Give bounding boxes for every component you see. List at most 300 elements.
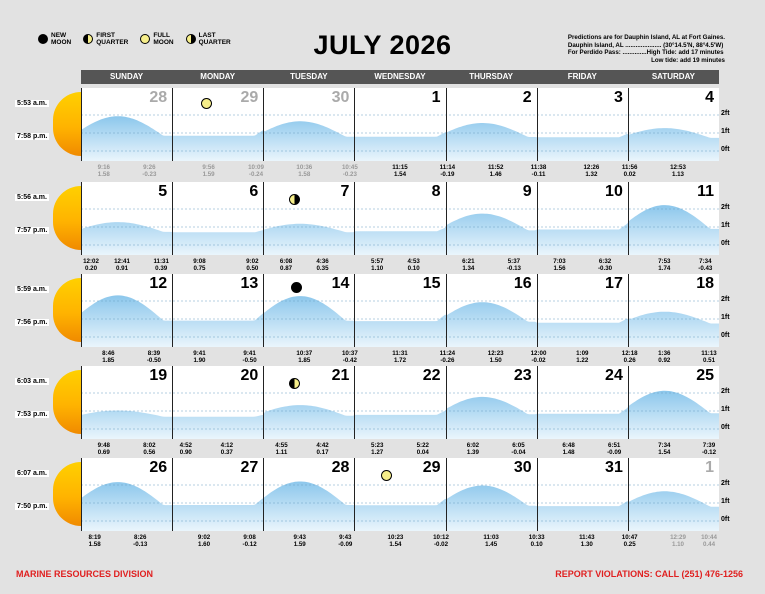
date-number: 15 (422, 275, 441, 292)
tide-reading (380, 350, 420, 364)
tide-reading (610, 534, 650, 548)
sunset-label: 7:53 p.m. (17, 411, 48, 418)
sunset-label: 7:50 p.m. (17, 503, 48, 510)
tide-reading (262, 442, 302, 456)
date-number: 22 (422, 367, 441, 384)
tide-height: 0.37 (220, 449, 233, 456)
day-cell (537, 182, 628, 255)
prediction-line-3: For Perdido Pass: ..............High Tide: add 17 minutes (567, 49, 724, 57)
day-cell (446, 274, 537, 347)
day-cell (81, 274, 172, 347)
day-name-tuesday: TUESDAY (290, 72, 328, 81)
tide-time: 1:36 (658, 350, 671, 357)
day-cell (446, 458, 537, 531)
tide-height: 1.90 (193, 357, 206, 364)
tide-height: 1.22 (576, 357, 589, 364)
day-cell (172, 366, 263, 439)
tide-time: 7:34 (699, 258, 712, 265)
tide-height: 1.39 (466, 449, 479, 456)
prediction-note (568, 34, 725, 64)
tide-time: 12:41 (114, 258, 130, 265)
tide-reading (549, 442, 589, 456)
tide-height: -0.50 (242, 357, 257, 364)
day-cell (628, 274, 719, 347)
date-number: 27 (240, 459, 259, 476)
week-row (81, 88, 719, 161)
tide-reading (207, 442, 247, 456)
day-name-thursday: THURSDAY (469, 72, 513, 81)
ft-label: 2ft (721, 296, 730, 303)
legend-label-line: LAST (198, 32, 216, 39)
tide-time: 9:56 (202, 164, 215, 171)
tide-time: 10:45 (341, 164, 358, 171)
tide-height: -0.43 (698, 265, 713, 272)
tide-height: 1.45 (485, 541, 498, 548)
tide-reading (517, 534, 557, 548)
ft-label: 1ft (721, 222, 730, 229)
day-cell (354, 458, 445, 531)
tide-height: 0.10 (530, 541, 543, 548)
tide-height: 1.59 (293, 541, 306, 548)
date-number: 29 (422, 459, 441, 476)
tide-reading (658, 164, 698, 178)
tide-reading (540, 258, 580, 272)
tide-time: 5:37 (507, 258, 521, 265)
tide-time: 9:43 (293, 534, 306, 541)
tide-time: 7:03 (553, 258, 566, 265)
tide-height: 0.50 (246, 265, 259, 272)
sunset-time (15, 133, 81, 140)
tide-time: 11:52 (487, 164, 504, 171)
date-number: 9 (522, 183, 532, 200)
tide-height: 1.46 (489, 171, 502, 178)
tide-reading (179, 350, 219, 364)
tide-height: 1.85 (298, 357, 311, 364)
day-name-sunday: SUNDAY (110, 72, 144, 81)
date-number: 29 (240, 89, 259, 106)
tide-time: 6:51 (607, 442, 621, 449)
day-cell (263, 366, 354, 439)
tide-time: 7:39 (702, 442, 716, 449)
day-cell (537, 88, 628, 161)
date-number: 3 (613, 89, 623, 106)
tide-height: 1.58 (298, 171, 311, 178)
tide-reading (129, 164, 169, 178)
tide-time: 11:15 (392, 164, 408, 171)
day-cell (628, 366, 719, 439)
tide-reading (141, 258, 181, 272)
day-name-wednesday: WEDNESDAY (374, 72, 426, 81)
tide-height: 0.91 (115, 265, 129, 272)
tide-time: 11:24 (439, 350, 456, 357)
tide-height: 1.50 (489, 357, 502, 364)
week-row (81, 458, 719, 531)
sunrise-label: 5:53 a.m. (17, 100, 47, 107)
day-cell (81, 366, 172, 439)
tide-height: -0.19 (440, 171, 455, 178)
date-number: 28 (149, 89, 168, 106)
ft-label: 2ft (721, 388, 730, 395)
tide-height: 0.90 (179, 449, 192, 456)
tide-reading (476, 164, 516, 178)
day-cell (628, 182, 719, 255)
tide-height: 0.87 (280, 265, 293, 272)
tide-time: 4:12 (220, 442, 234, 449)
date-number: 13 (240, 275, 259, 292)
day-cell (537, 274, 628, 347)
ft-label: 1ft (721, 498, 730, 505)
tide-reading (519, 350, 559, 364)
tide-reading (88, 350, 128, 364)
tide-time: 10:23 (387, 534, 404, 541)
tide-reading (84, 442, 124, 456)
ft-label: 2ft (721, 204, 730, 211)
tide-reading (380, 164, 420, 178)
footer-division: MARINE RESOURCES DIVISION (16, 569, 154, 579)
tide-time: 4:36 (316, 258, 329, 265)
ft-label: 0ft (721, 146, 730, 153)
date-number: 8 (431, 183, 441, 200)
tide-time: 9:08 (243, 534, 256, 541)
tide-reading (567, 534, 607, 548)
day-cell (263, 458, 354, 531)
tide-time: 6:32 (598, 258, 612, 265)
page-title: JULY 2026 (313, 30, 452, 60)
day-cell (354, 366, 445, 439)
tide-height: -0.50 (146, 357, 161, 364)
tide-reading (284, 164, 324, 178)
legend-label-line: MOON (153, 39, 174, 46)
sunset-time (15, 319, 81, 326)
day-cell (81, 458, 172, 531)
tide-time: 8:26 (134, 534, 147, 541)
sunset-label: 7:56 p.m. (17, 319, 48, 326)
full-moon-icon (381, 470, 392, 481)
week-row (81, 366, 719, 439)
tide-height: 0.44 (702, 541, 716, 548)
sunrise-time (15, 286, 81, 293)
tide-height: -0.42 (342, 357, 357, 364)
ft-label: 2ft (721, 110, 730, 117)
tide-readings (81, 534, 719, 554)
date-number: 1 (431, 89, 441, 106)
tide-time: 8:02 (143, 442, 156, 449)
date-number: 28 (331, 459, 350, 476)
tide-reading (189, 164, 229, 178)
tide-reading (448, 258, 488, 272)
ft-label: 0ft (721, 240, 730, 247)
ft-label: 0ft (721, 332, 730, 339)
prediction-line-1: Predictions are for Dauphin Island, AL at Fort Gaines. (567, 34, 725, 41)
date-number: 6 (249, 183, 259, 200)
tide-reading (266, 258, 306, 272)
date-number: 2 (522, 89, 532, 106)
date-number: 11 (697, 183, 714, 200)
tide-height: 1.56 (553, 265, 566, 272)
tide-height: 1.85 (102, 357, 115, 364)
tide-reading (421, 534, 461, 548)
tide-height: 0.25 (623, 541, 636, 548)
day-name-friday: FRIDAY (567, 72, 597, 81)
date-number: 16 (513, 275, 532, 292)
week-row (81, 274, 719, 347)
date-number: 12 (149, 275, 168, 292)
tide-time: 9:08 (193, 258, 206, 265)
tide-time: 10:37 (341, 350, 358, 357)
day-name-saturday: SATURDAY (651, 72, 695, 81)
tide-height: 1.72 (393, 357, 407, 364)
tide-time: 6:05 (512, 442, 525, 449)
tide-height: -0.26 (440, 357, 455, 364)
sunrise-label: 6:07 a.m. (17, 470, 47, 477)
sunrise-label: 6:03 a.m. (17, 378, 47, 385)
tide-time: 9:16 (97, 164, 110, 171)
date-number: 26 (149, 459, 168, 476)
tide-height: -0.11 (531, 171, 546, 178)
day-cell (354, 88, 445, 161)
tide-reading (120, 534, 160, 548)
tide-height: -0.24 (248, 171, 264, 178)
tide-reading (494, 258, 534, 272)
tide-height: 0.92 (658, 357, 671, 364)
tide-height: -0.09 (607, 449, 622, 456)
tide-reading (689, 534, 729, 548)
tide-time: 9:48 (97, 442, 110, 449)
day-cell (172, 88, 263, 161)
tide-height: 1.10 (671, 541, 684, 548)
ft-label: 1ft (721, 406, 730, 413)
weekday-header (81, 70, 719, 84)
tide-height: 0.51 (702, 357, 716, 364)
day-cell (354, 274, 445, 347)
day-cell (354, 182, 445, 255)
tide-time: 10:33 (528, 534, 545, 541)
legend-label-line: NEW (51, 32, 67, 39)
tide-time: 5:57 (371, 258, 384, 265)
first-moon-icon (289, 378, 300, 389)
tide-time: 5:22 (416, 442, 429, 449)
tide-reading (394, 258, 434, 272)
legend-label-line: FIRST (96, 32, 116, 39)
tide-reading (471, 534, 511, 548)
tide-time: 10:36 (296, 164, 313, 171)
tide-reading (562, 350, 602, 364)
tide-time: 8:39 (147, 350, 161, 357)
day-cell (172, 182, 263, 255)
sunrise-time (15, 470, 81, 477)
tide-height: -0.04 (511, 449, 526, 456)
full-moon-icon (201, 98, 212, 109)
date-number: 25 (696, 367, 714, 384)
tide-time: 10:09 (248, 164, 264, 171)
tide-height: -0.23 (342, 171, 357, 178)
sunrise-label: 5:56 a.m. (17, 194, 47, 201)
tide-height: -0.09 (338, 541, 353, 548)
tide-time: 10:37 (296, 350, 313, 357)
day-cell (446, 366, 537, 439)
tide-time: 12:29 (670, 534, 686, 541)
date-number: 23 (513, 367, 532, 384)
tide-time: 9:02 (197, 534, 211, 541)
date-number: 18 (696, 275, 714, 292)
date-number: 14 (331, 275, 350, 292)
day-cell (628, 88, 719, 161)
tide-readings (81, 258, 719, 278)
tide-time: 12:02 (83, 258, 99, 265)
tide-height: 0.39 (155, 265, 168, 272)
tide-time: 12:53 (670, 164, 686, 171)
date-number: 4 (705, 89, 714, 106)
tide-height: 0.17 (316, 449, 329, 456)
tide-reading (303, 442, 343, 456)
day-cell (446, 88, 537, 161)
tide-height: 1.60 (198, 541, 211, 548)
legend-label-line: QUARTER (96, 39, 129, 46)
tide-reading (427, 350, 467, 364)
day-cell (537, 458, 628, 531)
tide-reading (284, 350, 324, 364)
tide-time: 11:43 (579, 534, 595, 541)
tide-time: 9:41 (193, 350, 206, 357)
tide-time: 11:13 (701, 350, 717, 357)
tide-height: 1.59 (202, 171, 215, 178)
date-number: 10 (605, 183, 623, 200)
tide-height: -0.12 (701, 449, 717, 456)
tide-height: 1.10 (371, 265, 384, 272)
tide-height: -0.12 (242, 541, 257, 548)
tide-time: 11:56 (621, 164, 638, 171)
tide-height: 1.54 (658, 449, 671, 456)
tide-time: 1:09 (576, 350, 589, 357)
tide-time: 4:52 (179, 442, 192, 449)
tide-reading (325, 534, 365, 548)
tide-height: 1.54 (389, 541, 402, 548)
tide-time: 4:53 (407, 258, 420, 265)
ft-label: 1ft (721, 314, 730, 321)
tide-height: 1.34 (462, 265, 475, 272)
tide-time: 9:26 (143, 164, 156, 171)
tide-time: 8:19 (88, 534, 101, 541)
tide-height: 0.10 (407, 265, 420, 272)
tide-reading (453, 442, 493, 456)
tide-height: 0.02 (623, 171, 636, 178)
sunrise-time (15, 194, 81, 201)
tide-time: 5:23 (371, 442, 384, 449)
tide-reading (102, 258, 142, 272)
tide-time: 12:26 (583, 164, 600, 171)
tide-reading (644, 258, 684, 272)
tide-reading (571, 164, 611, 178)
tide-reading (594, 442, 634, 456)
day-cell (628, 458, 719, 531)
prediction-line-4: Low tide: add 19 minutes (651, 56, 725, 64)
tide-height: 1.13 (671, 171, 684, 178)
prediction-line-2: Dauphin Island, AL ..................... (30°14.5'N, 88°4.5'W) (567, 41, 724, 49)
tide-reading (610, 164, 650, 178)
tide-reading (357, 258, 397, 272)
date-number: 17 (605, 275, 623, 292)
tide-reading (519, 164, 559, 178)
tide-time: 6:02 (466, 442, 480, 449)
tide-height: 1.11 (275, 449, 288, 456)
date-number: 1 (705, 459, 714, 476)
tide-time: 10:47 (621, 534, 638, 541)
tide-reading (303, 258, 343, 272)
tide-time: 11:31 (392, 350, 408, 357)
day-name-monday: MONDAY (200, 72, 236, 81)
tide-time: 10:44 (701, 534, 717, 541)
tide-time: 12:23 (487, 350, 504, 357)
date-number: 30 (513, 459, 532, 476)
tide-time: 4:55 (275, 442, 288, 449)
tide-time: 11:03 (483, 534, 499, 541)
new-moon-icon (291, 282, 302, 293)
tide-time: 6:21 (462, 258, 475, 265)
tide-time: 12:18 (621, 350, 638, 357)
tide-reading (644, 442, 684, 456)
tide-reading (585, 258, 625, 272)
tide-reading (280, 534, 320, 548)
tide-height: 1.32 (585, 171, 598, 178)
date-number: 7 (340, 183, 350, 200)
day-cell (263, 88, 354, 161)
sunrise-time (15, 378, 81, 385)
tide-time: 9:02 (246, 258, 259, 265)
day-cell (172, 458, 263, 531)
tide-time: 11:14 (439, 164, 456, 171)
tide-time: 11:38 (530, 164, 547, 171)
tide-time: 6:08 (279, 258, 293, 265)
tide-height: 1.58 (88, 541, 101, 548)
tide-reading (330, 350, 370, 364)
sunset-label: 7:57 p.m. (17, 227, 48, 234)
tide-reading (166, 442, 206, 456)
tide-reading (689, 350, 729, 364)
date-number: 5 (158, 183, 168, 200)
tide-time: 4:42 (316, 442, 329, 449)
tide-readings (81, 350, 719, 370)
day-cell (81, 182, 172, 255)
tide-time: 12:00 (530, 350, 547, 357)
tide-reading (230, 534, 270, 548)
tide-reading (689, 442, 729, 456)
day-cell (446, 182, 537, 255)
tide-readings (81, 442, 719, 462)
tide-reading (644, 350, 684, 364)
tide-reading (134, 350, 174, 364)
tide-reading (357, 442, 397, 456)
tide-height: 1.30 (580, 541, 593, 548)
tide-height: 0.26 (623, 357, 636, 364)
ft-label: 2ft (721, 480, 730, 487)
sunrise-time (15, 100, 81, 107)
tide-height: -0.02 (531, 357, 546, 364)
date-number: 30 (331, 89, 350, 106)
day-cell (537, 366, 628, 439)
footer-report-line: REPORT VIOLATIONS: CALL (251) 476-1256 (555, 569, 743, 579)
date-number: 21 (331, 367, 350, 384)
tide-time: 9:41 (243, 350, 256, 357)
tide-time: 6:48 (562, 442, 575, 449)
sunset-time (15, 227, 81, 234)
tide-reading (179, 258, 219, 272)
ft-label: 1ft (721, 128, 730, 135)
last-moon-icon (289, 194, 300, 205)
tide-reading (230, 350, 270, 364)
sunset-time (15, 503, 81, 510)
sunset-label: 7:58 p.m. (17, 133, 48, 140)
tide-readings (81, 164, 719, 184)
